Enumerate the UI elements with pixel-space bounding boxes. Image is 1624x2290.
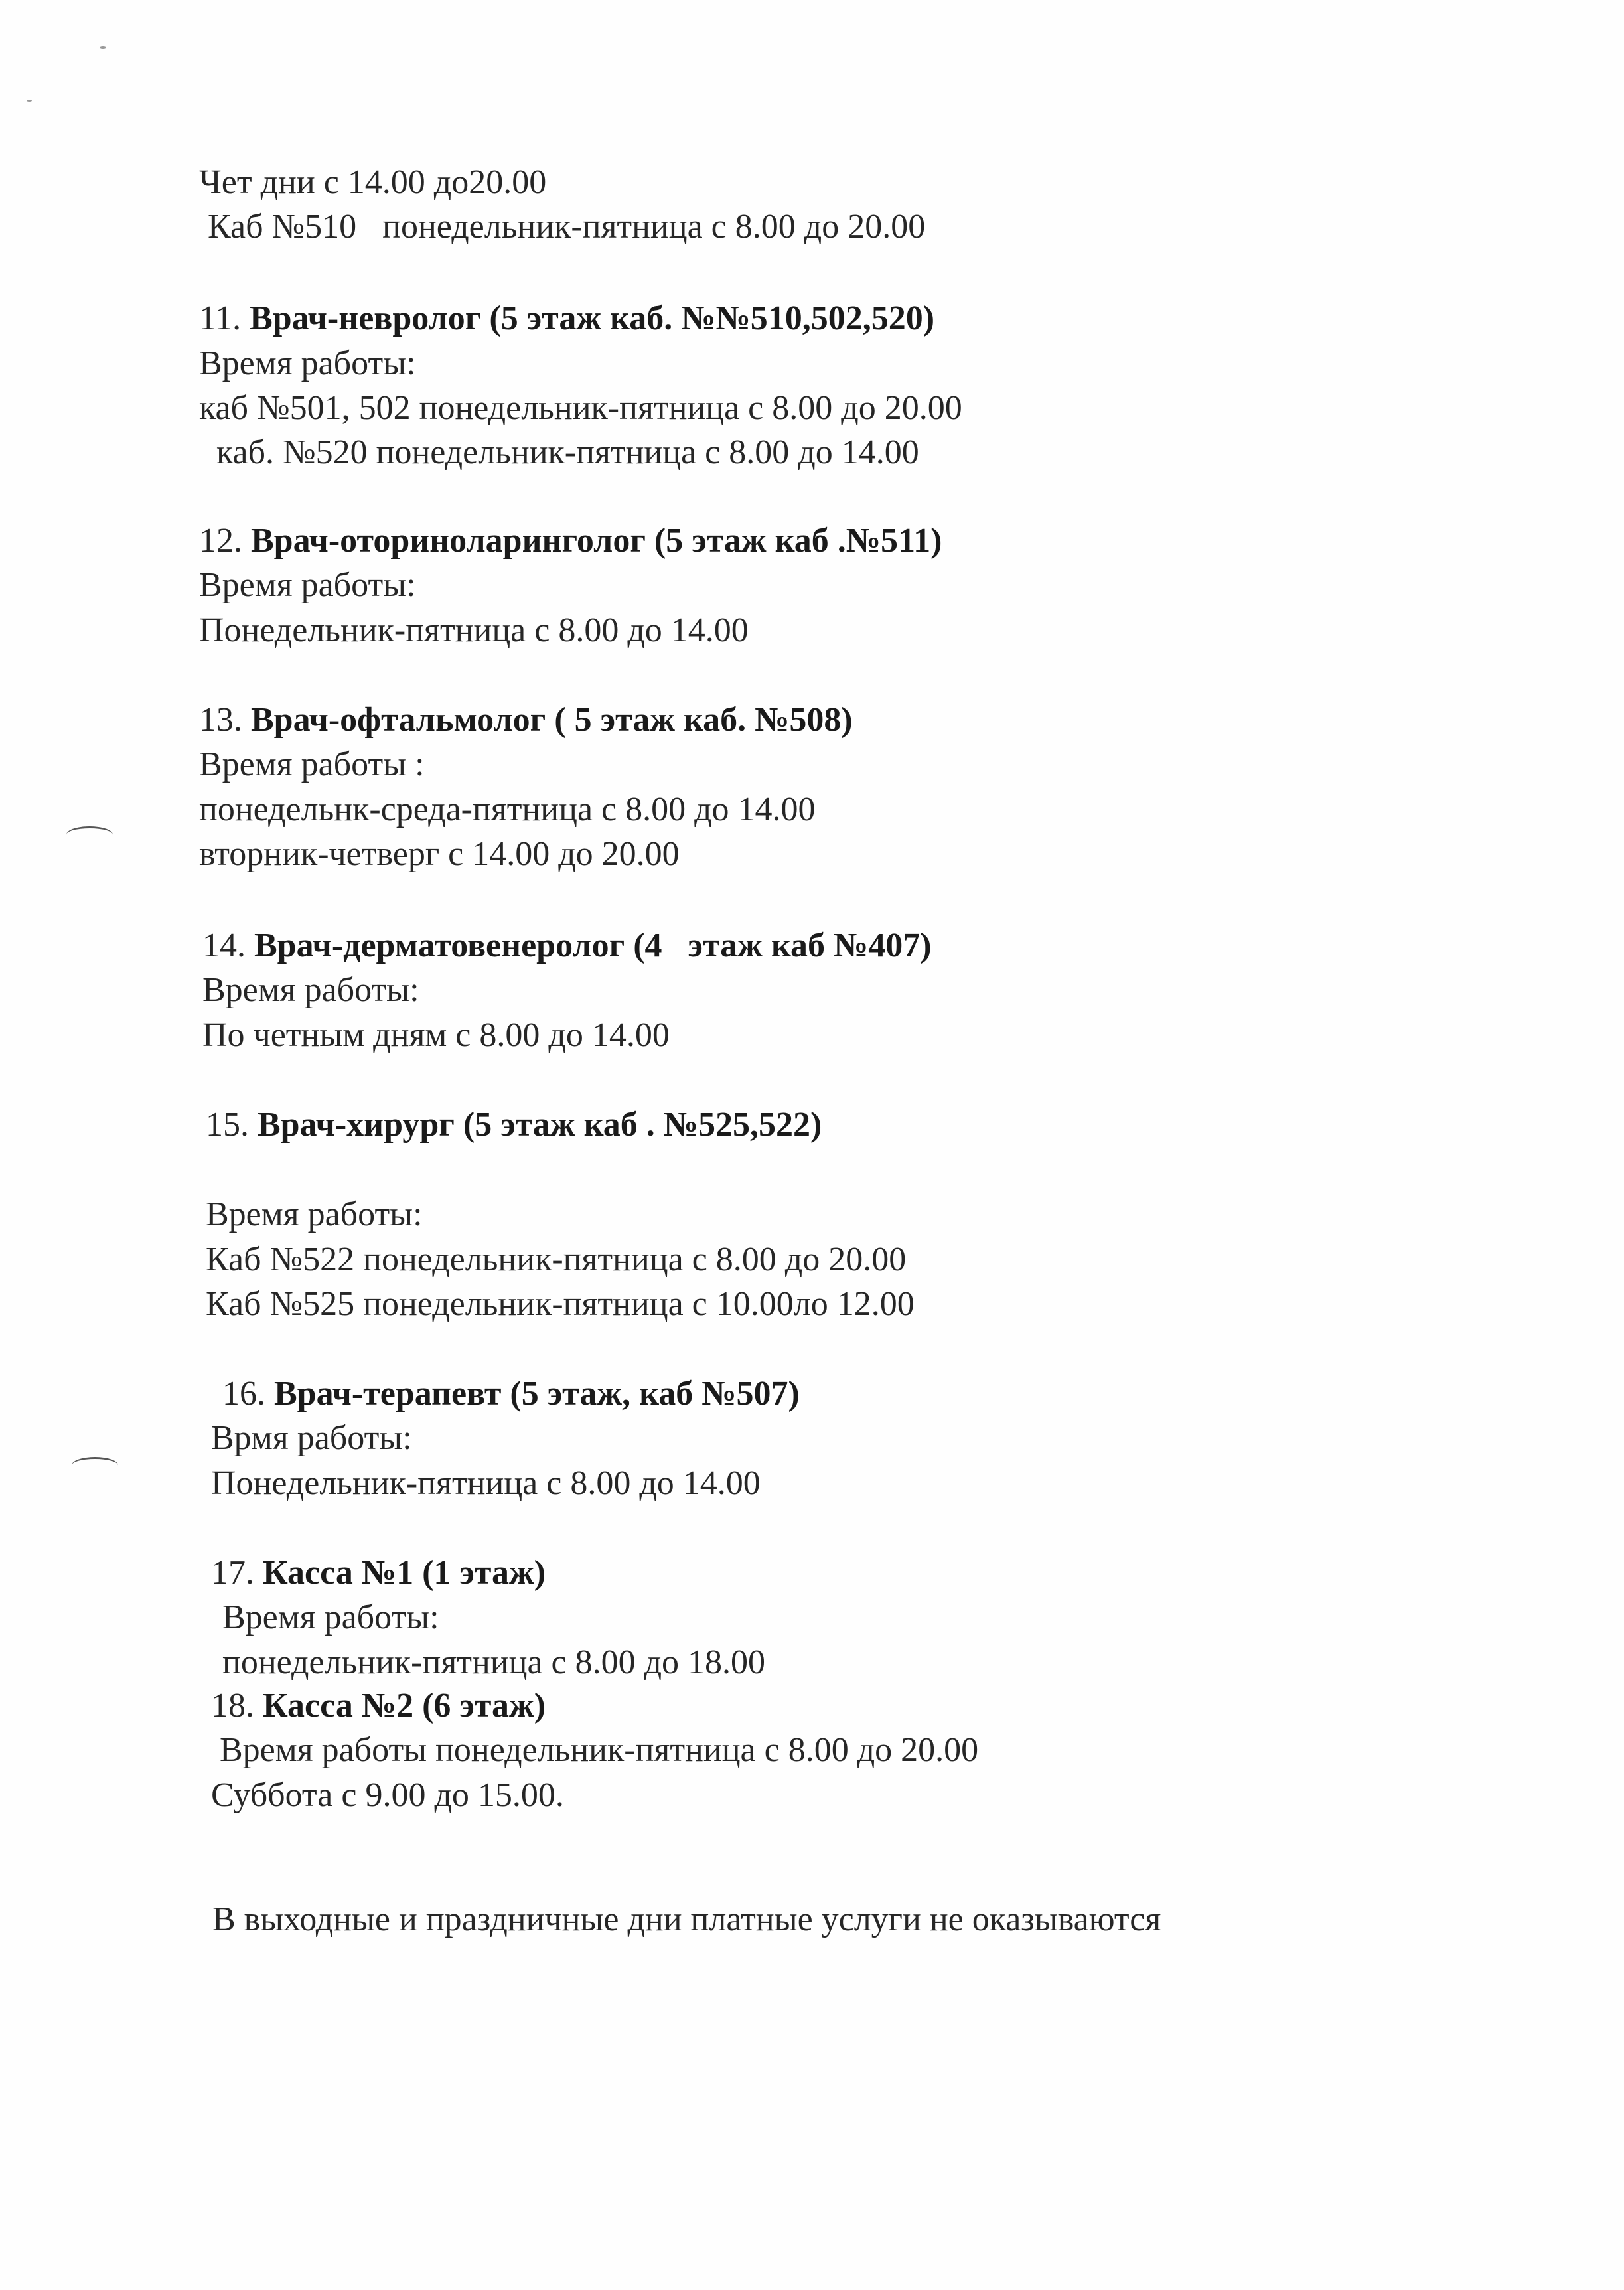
section-heading: 13. Врач-офтальмолог ( 5 этаж каб. №508) <box>199 701 853 739</box>
text-line: понедельнк-среда-пятница с 8.00 до 14.00 <box>199 791 816 828</box>
text-line: Время работы: <box>199 566 416 604</box>
section-heading: 11. Врач-невролог (5 этаж каб. №№510,502,520) <box>199 299 935 337</box>
section-heading: 12. Врач-оториноларинголог (5 этаж каб .№511) <box>199 522 942 560</box>
text-line: Время работы понедельник-пятница с 8.00 до 20.00 <box>211 1731 979 1769</box>
text-line: Время работы: <box>222 1598 439 1636</box>
text-line: Время работы: <box>202 971 419 1009</box>
text-line: Суббота с 9.00 до 15.00. <box>211 1776 564 1814</box>
scan-speck <box>100 46 106 49</box>
text-line: каб №501, 502 понедельник-пятница с 8.00 до 20.00 <box>199 389 962 427</box>
section-heading: 14. Врач-дерматовенеролог (4 этаж каб №407) <box>202 927 932 964</box>
text-line: Время работы: <box>206 1195 423 1233</box>
text-line: По четным дням с 8.00 до 14.00 <box>202 1016 670 1054</box>
text-line: Чет дни с 14.00 до20.00 <box>199 163 547 201</box>
text-line: Время работы : <box>199 745 425 783</box>
text-line: понедельник-пятница с 8.00 до 18.00 <box>222 1643 766 1681</box>
text-line: Каб №510 понедельник-пятница с 8.00 до 20.00 <box>199 208 926 246</box>
text-line: Время работы: <box>199 344 416 382</box>
text-line: Каб №522 понедельник-пятница с 8.00 до 20.00 <box>206 1241 907 1278</box>
binder-hole-mark <box>66 826 113 843</box>
text-line: вторник-четверг с 14.00 до 20.00 <box>199 835 680 873</box>
section-heading: 17. Касса №1 (1 этаж) <box>211 1554 546 1592</box>
text-line: Понедельник-пятница с 8.00 до 14.00 <box>211 1464 761 1502</box>
text-line: Каб №525 понедельник-пятница с 10.00ло 12.00 <box>206 1285 915 1323</box>
text-line: каб. №520 понедельник-пятница с 8.00 до 14.00 <box>199 433 919 471</box>
binder-hole-mark <box>72 1457 118 1474</box>
text-line: Врмя работы: <box>211 1419 412 1457</box>
scan-speck <box>27 100 32 102</box>
footer-note: В выходные и праздничные дни платные услуги не оказываются <box>212 1900 1161 1938</box>
text-line: Понедельник-пятница с 8.00 до 14.00 <box>199 611 749 649</box>
section-heading: 16. Врач-терапевт (5 этаж, каб №507) <box>222 1375 800 1412</box>
section-heading: 15. Врач-хирург (5 этаж каб . №525,522) <box>206 1106 822 1144</box>
section-heading: 18. Касса №2 (6 этаж) <box>211 1687 546 1724</box>
